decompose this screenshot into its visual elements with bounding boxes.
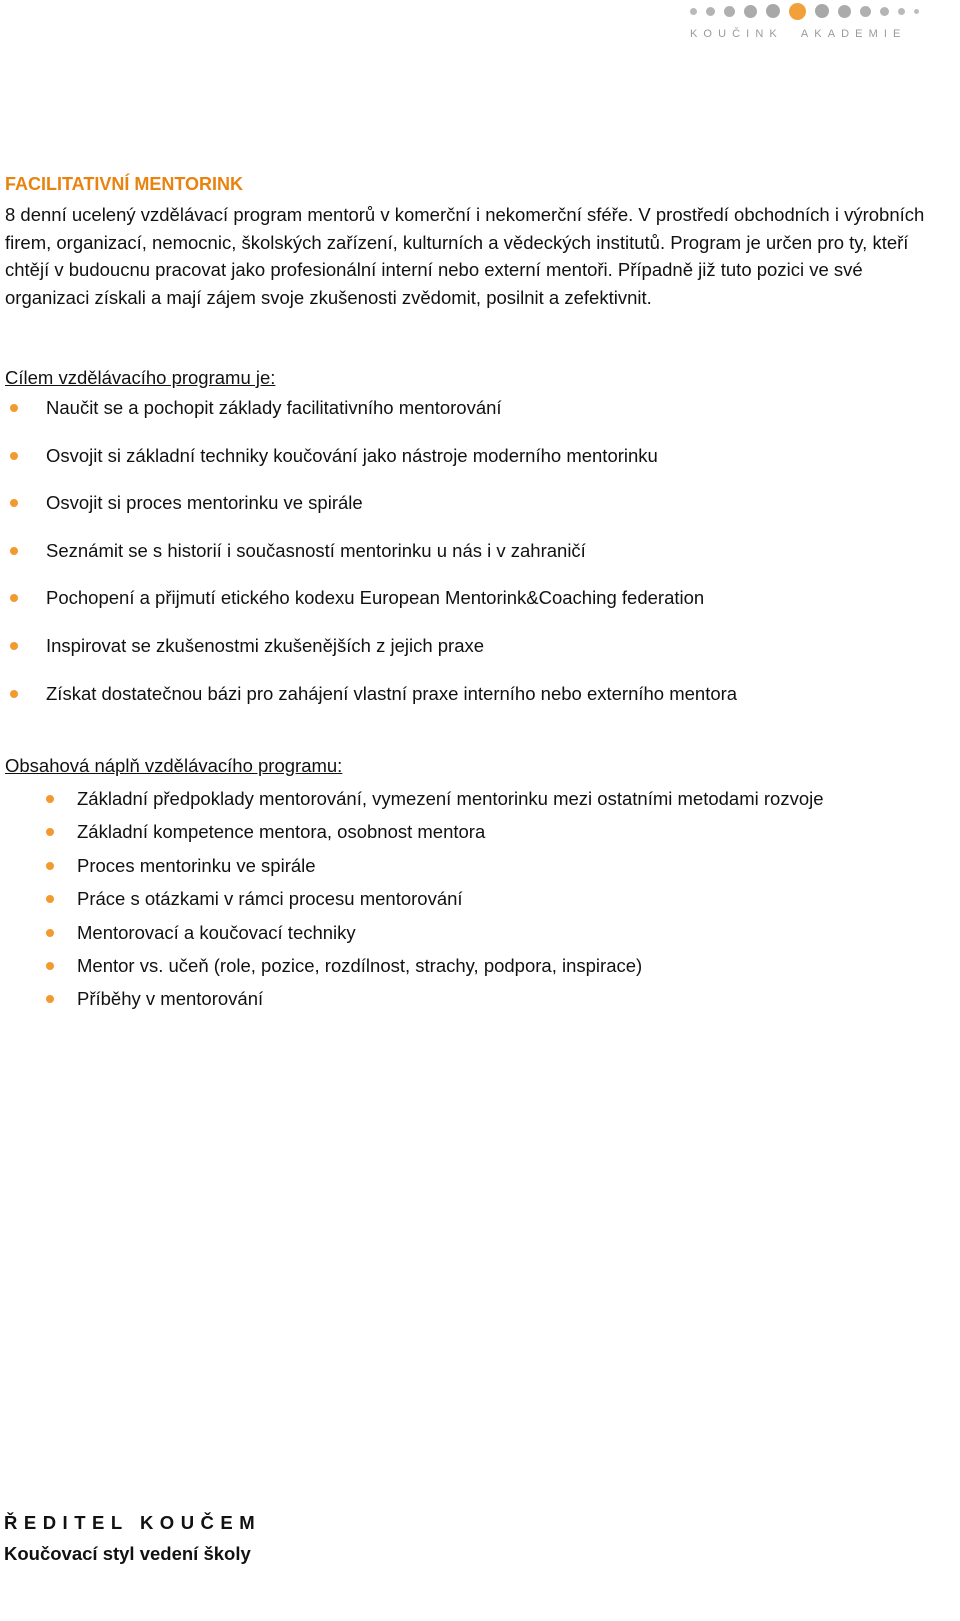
goals-item xyxy=(0,539,940,587)
content-item-text: Práce s otázkami v rámci procesu mentorování xyxy=(77,888,463,910)
koucink-akademie-logo xyxy=(680,0,960,50)
bullet-icon xyxy=(46,962,54,970)
bullet-icon xyxy=(46,795,54,803)
goals-item-text: Získat dostatečnou bázi pro zahájení vlastní praxe interního nebo externího mentora xyxy=(46,682,738,704)
goals-item-text: Osvojit si proces mentorinku ve spirále xyxy=(46,492,363,514)
content-item-text: Příběhy v mentorování xyxy=(77,988,264,1010)
goals-item xyxy=(0,491,940,539)
logo-dot xyxy=(914,9,919,14)
content-item-text: Základní předpoklady mentorování, vymezení mentorinku mezi ostatními metodami rozvoje xyxy=(77,788,824,809)
goals-item-text: Seznámit se s historií i současností mentorinku u nás i v zahraničí xyxy=(46,539,586,561)
bullet-icon xyxy=(10,547,18,555)
bullet-icon xyxy=(10,404,18,412)
logo-dot xyxy=(690,8,697,15)
logo-dot xyxy=(706,7,715,16)
goals-title: Cílem vzdělávacího programu je: xyxy=(5,367,276,388)
logo-dot xyxy=(815,4,829,18)
logo-dot xyxy=(789,3,806,20)
bullet-icon xyxy=(46,862,54,870)
content-item xyxy=(0,820,940,853)
logo-dot xyxy=(838,5,851,18)
content-item xyxy=(0,921,940,954)
goals-list xyxy=(0,396,940,729)
content-item-text: Proces mentorinku ve spirále xyxy=(77,854,316,876)
content-list xyxy=(0,787,940,1021)
footer-title: ŘEDITEL KOUČEM xyxy=(4,1512,262,1533)
program-intro: 8 denní ucelený vzdělávací program mentorů v komerční i nekomerční sféře. V prostředí obchodních i výrobních firem, organizací, nemocnic, školských zařízení, kulturních a vědeckých institutů. Program je určen pro ty, kteří chtějí v budoucnu pracovat jako profesionální interní nebo externí mentoři. Případně již tuto pozici ve své organizaci získali a mají zájem svoje zkušenosti zvědomit, posilnit a zefektivnit. xyxy=(5,204,925,308)
content-item-text: Základní kompetence mentora, osobnost mentora xyxy=(77,821,486,843)
bullet-icon xyxy=(46,895,54,903)
bullet-icon xyxy=(10,594,18,602)
bullet-icon xyxy=(10,452,18,460)
logo-word-koucink: KOUČINK xyxy=(690,28,783,40)
logo-dot xyxy=(724,6,735,17)
logo-dot xyxy=(880,7,889,16)
content-item xyxy=(0,854,940,887)
content-item xyxy=(0,954,940,987)
bullet-icon xyxy=(46,828,54,836)
logo-dot xyxy=(860,6,871,17)
goals-item-text: Pochopení a přijmutí etického kodexu European Mentorink&Coaching federation xyxy=(46,587,705,609)
goals-item-text: Osvojit si základní techniky koučování jako nástroje moderního mentorinku xyxy=(46,444,658,466)
bullet-icon xyxy=(46,929,54,937)
goals-item xyxy=(0,586,940,634)
bullet-icon xyxy=(46,995,54,1003)
logo-text xyxy=(690,28,930,40)
logo-dot xyxy=(898,8,905,15)
bullet-icon xyxy=(10,499,18,507)
goals-item xyxy=(0,396,940,444)
bullet-icon xyxy=(10,690,18,698)
content-item-text: Mentor vs. učeň (role, pozice, rozdílnost, strachy, podpora, inspirace) xyxy=(77,954,643,976)
program-heading: FACILITATIVNÍ MENTORINK xyxy=(5,174,243,194)
footer-subtitle: Koučovací styl vedení školy xyxy=(4,1543,251,1564)
goals-item-text: Naučit se a pochopit základy facilitativního mentorování xyxy=(46,397,502,418)
bullet-icon xyxy=(10,642,18,650)
content-item-text: Mentorovací a koučovací techniky xyxy=(77,921,356,943)
logo-dot xyxy=(744,5,757,18)
goals-item xyxy=(0,634,940,682)
content-item xyxy=(0,887,940,920)
content-item xyxy=(0,987,940,1020)
goals-item xyxy=(0,682,940,730)
goals-item-text: Inspirovat se zkušenostmi zkušenějších z jejich praxe xyxy=(46,634,485,656)
content-item xyxy=(0,787,940,820)
logo-dot xyxy=(766,4,780,18)
content-title: Obsahová náplň vzdělávacího programu: xyxy=(5,755,343,776)
goals-item xyxy=(0,444,940,492)
logo-word-akademie: AKADEMIE xyxy=(800,28,907,40)
